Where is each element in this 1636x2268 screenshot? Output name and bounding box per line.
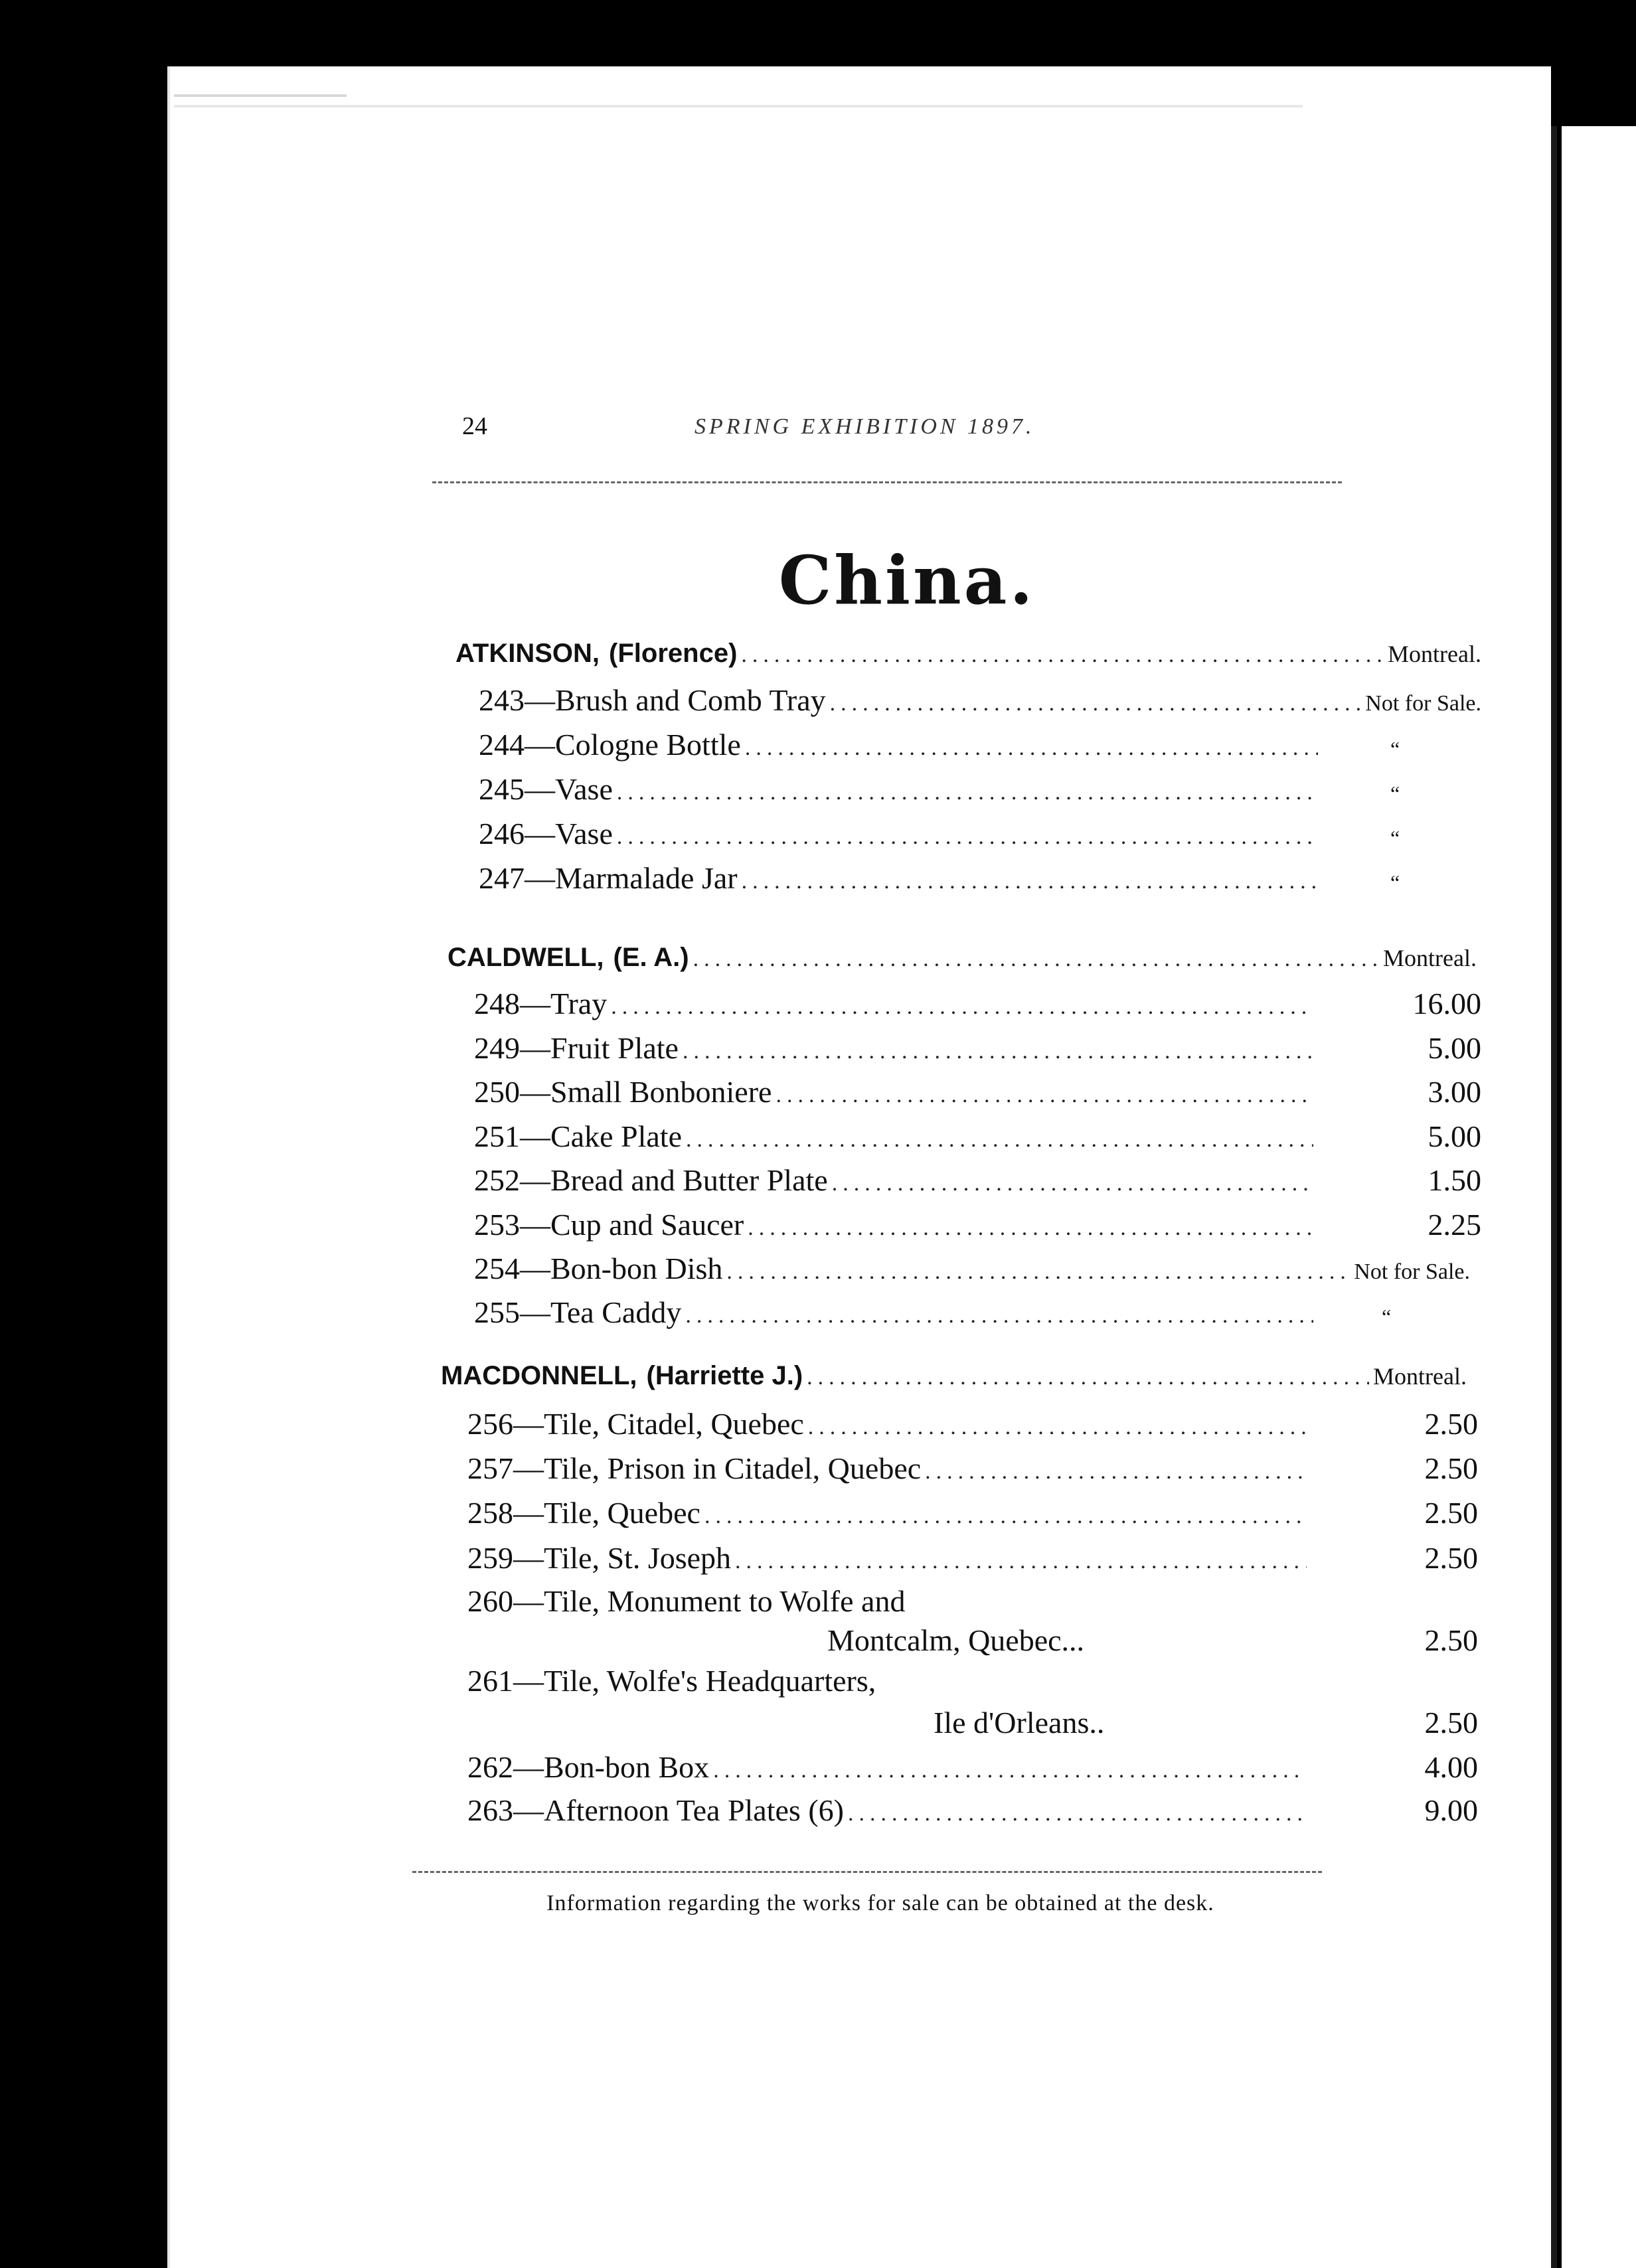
item-price: 3.00 [1428,1075,1481,1109]
item-price: 2.50 [1424,1706,1478,1740]
running-title: SPRING EXHIBITION 1897. [695,414,1035,439]
ditto-mark: “ [1382,1305,1392,1329]
item-title: 247—Marmalade Jar [479,861,738,895]
catalogue-item [474,1163,1317,1202]
item-price: Not for Sale. [1354,1259,1470,1284]
catalogue-item [474,1119,1317,1159]
leader-dots [748,1216,1313,1241]
leader-dots [745,736,1318,761]
leader-dots [617,780,1318,805]
item-title: 245—Vase [479,772,613,806]
leader-dots [685,1303,1313,1329]
ditto-mark: “ [1390,781,1400,805]
item-title: 253—Cup and Saucer [474,1208,744,1242]
adjacent-page [1562,126,1636,2268]
catalogue-item [474,1295,1317,1335]
exhibitor-name: CALDWELL, [448,943,604,972]
catalogue-item [467,1406,1311,1446]
leader-dots [742,869,1318,894]
item-price: Not for Sale. [1365,691,1481,716]
item-title: 259—Tile, St. Joseph [467,1541,732,1575]
item-price: 1.50 [1428,1163,1481,1197]
catalogue-item [474,986,1317,1026]
item-title: 263—Afternoon Tea Plates (6) [467,1793,844,1827]
item-price: 9.00 [1424,1793,1478,1827]
item-price: 2.50 [1424,1496,1478,1530]
item-price: 4.00 [1424,1750,1478,1784]
item-price: 2.50 [1424,1451,1478,1485]
leader-dots [693,947,1379,972]
item-price: 2.50 [1424,1407,1478,1441]
exhibitor-city: Montreal. [1373,1363,1467,1390]
ditto-mark: “ [1390,737,1400,761]
item-title: 249—Fruit Plate [474,1031,679,1065]
leader-dots [735,1549,1307,1574]
exhibitor-given-name: (Florence) [609,639,738,668]
header-rule [432,481,1342,483]
exhibitor-given-name: (E. A.) [613,943,689,972]
item-price: 2.50 [1424,1623,1478,1657]
item-title-continuation: Montcalm, Quebec... [827,1623,1085,1657]
page-number: 24 [462,412,487,440]
leader-dots [611,995,1313,1020]
leader-dots [808,1415,1307,1440]
page-stack-edge [174,94,347,97]
page-stack-edge [174,105,1303,108]
ditto-mark: “ [1390,870,1400,894]
exhibitor-given-name: (Harriette J.) [646,1361,803,1390]
item-title: 258—Tile, Quebec [467,1496,700,1530]
item-title: 244—Cologne Bottle [479,728,741,762]
item-title: 251—Cake Plate [474,1119,682,1153]
footer-note: Information regarding the works for sale can be obtained at the desk. [546,1891,1214,1915]
catalogue-item [479,727,1322,767]
item-title: 243—Brush and Comb Tray [479,683,826,717]
item-title: 250—Small Bonboniere [474,1075,772,1109]
item-title: 252—Bread and Butter Plate [474,1163,828,1197]
exhibitor-city: Montreal. [1383,945,1477,971]
leader-dots [683,1039,1313,1064]
item-price: 5.00 [1428,1031,1481,1065]
catalogue-item [479,860,1322,900]
leader-dots [617,825,1318,850]
catalogue-item [467,1663,876,1703]
item-title: 255—Tea Caddy [474,1295,682,1329]
item-title: 248—Tray [474,987,608,1020]
leader-dots [832,1171,1313,1196]
catalogue-item [474,1251,1470,1291]
item-title: 256—Tile, Citadel, Quebec [467,1407,804,1441]
item-title: 260—Tile, Monument to Wolfe and [467,1584,906,1618]
footer-rule [412,1871,1322,1873]
item-price: 16.00 [1412,987,1481,1020]
leader-dots [686,1127,1313,1153]
leader-dots [704,1504,1307,1529]
ditto-mark: “ [1390,826,1400,850]
leader-dots [726,1259,1350,1285]
leader-dots [925,1459,1307,1485]
leader-dots [741,643,1384,668]
catalogue-item [467,1540,1311,1580]
catalogue-item [467,1793,1307,1832]
exhibitor-name: MACDONNELL, [441,1361,637,1390]
exhibitor-heading [441,1361,1467,1401]
running-head [170,412,1551,451]
catalogue-item [467,1451,1311,1491]
exhibitor-city: Montreal. [1388,641,1481,667]
item-price: 5.00 [1428,1119,1481,1153]
catalogue-item [479,816,1322,856]
item-title: 246—Vase [479,817,613,850]
item-title: 262—Bon-bon Box [467,1750,710,1784]
item-price: 2.25 [1428,1208,1481,1242]
catalogue-item [479,683,1481,722]
leader-dots [807,1365,1369,1390]
leader-dots [848,1801,1303,1826]
item-title-continuation: Ile d'Orleans.. [934,1706,1105,1740]
exhibitor-heading [455,639,1481,679]
catalogue-item [479,771,1322,811]
catalogue-item [467,1495,1311,1535]
catalogue-item [467,1583,905,1623]
leader-dots [830,691,1362,716]
exhibitor-name: ATKINSON, [455,639,600,668]
section-title: China. [778,541,1036,619]
item-title: 261—Tile, Wolfe's Headquarters, [467,1664,876,1698]
catalogue-page [167,66,1551,2268]
catalogue-item [474,1074,1317,1114]
item-title: 257—Tile, Prison in Citadel, Quebec [467,1451,922,1485]
leader-dots [713,1758,1303,1783]
exhibitor-heading [448,943,1477,983]
catalogue-item [467,1749,1307,1789]
catalogue-item [474,1207,1317,1247]
item-title: 254—Bon-bon Dish [474,1252,723,1285]
leader-dots [776,1083,1313,1108]
catalogue-item [474,1030,1317,1070]
item-price: 2.50 [1424,1541,1478,1575]
